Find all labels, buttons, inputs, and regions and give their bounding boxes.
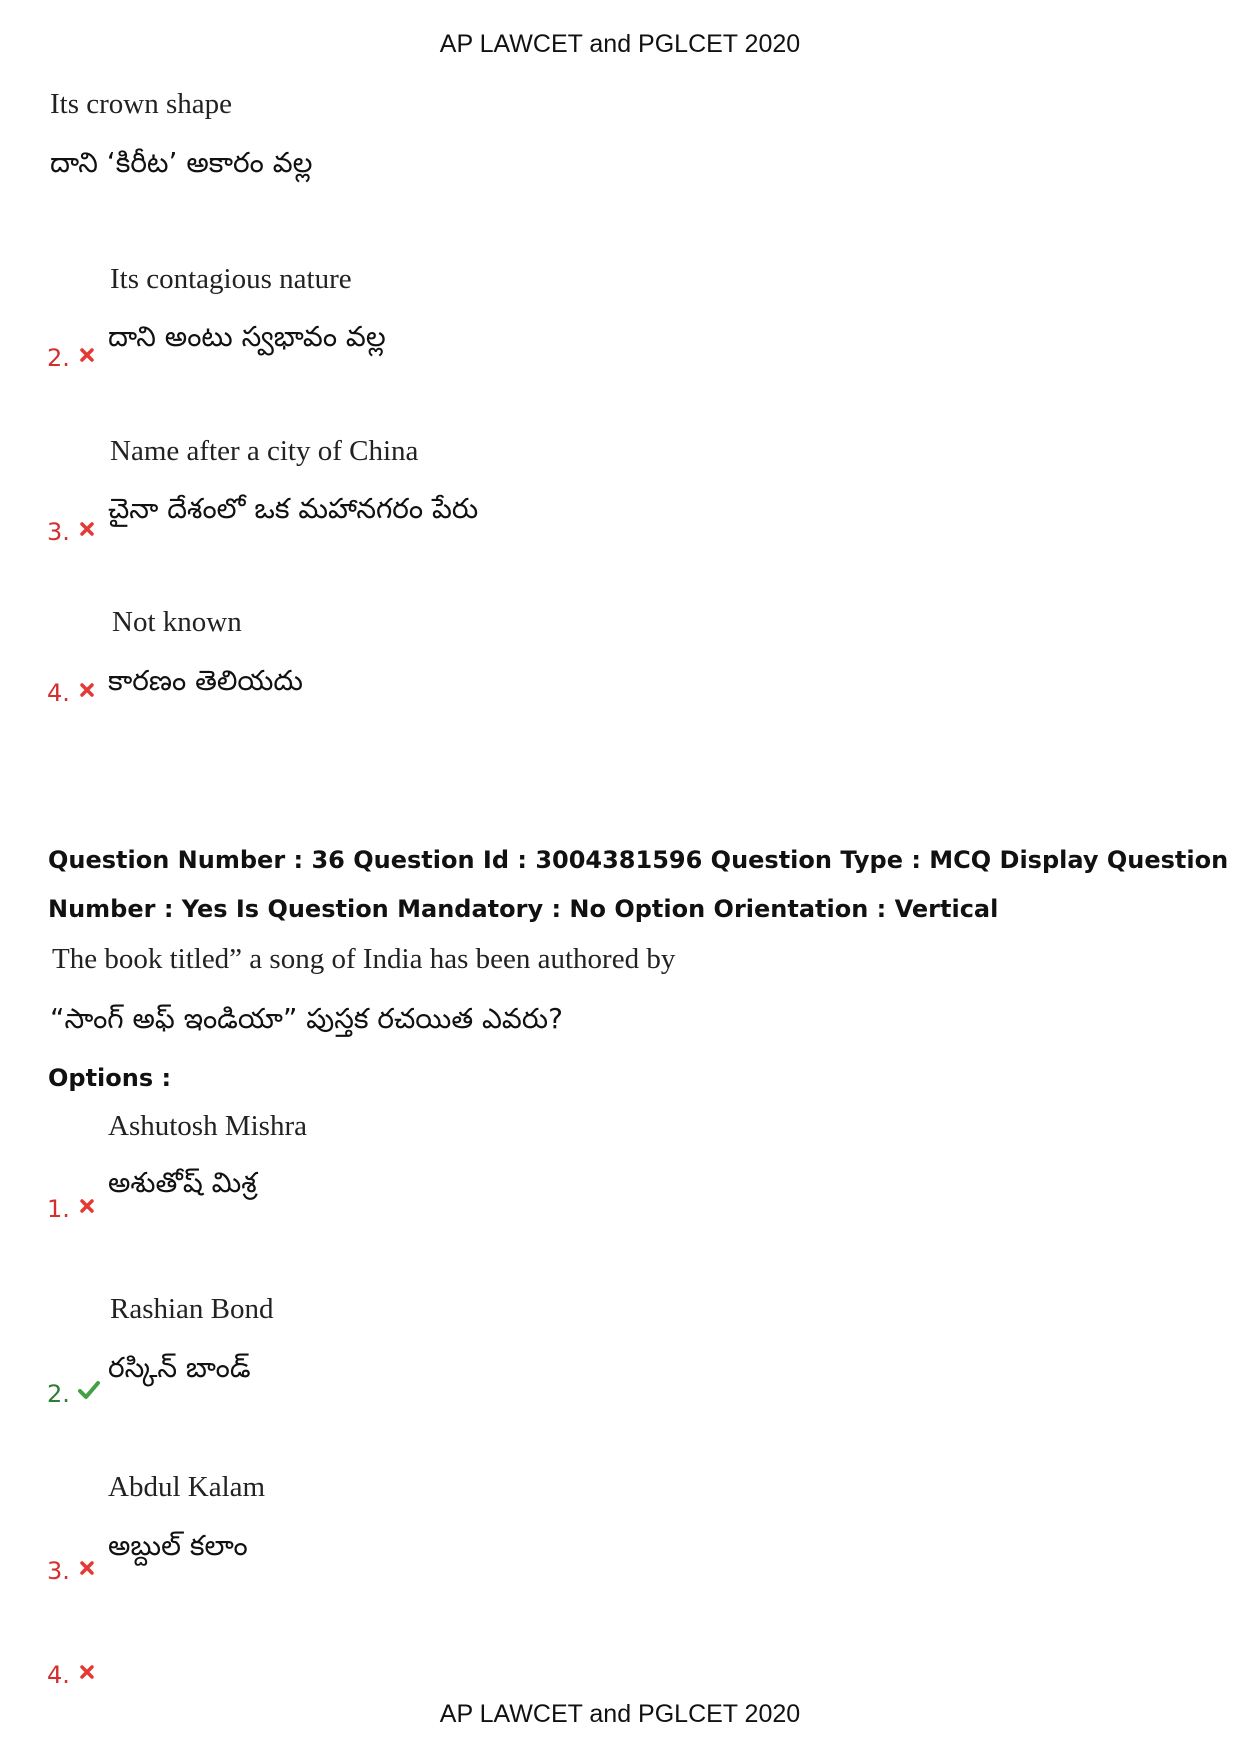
option-3-telugu: అబ్దుల్ కలాం [108,1529,248,1562]
option-1-number: 1. [47,1195,70,1223]
prev-option-2-telugu: దాని అంటు స్వభావం వల్ల [108,320,386,353]
option-2-telugu: రస్కిన్ బాండ్ [108,1351,251,1384]
prev-option-4-telugu: కారణం తెలియదు [108,664,303,697]
option-4-number: 4. [47,1661,70,1689]
question-meta-line-2: Number : Yes Is Question Mandatory : No Option Orientation : Vertical [48,895,999,923]
cross-icon [78,1663,96,1681]
cross-icon [78,1559,96,1577]
prev-option-4-number: 4. [47,679,70,707]
cross-icon [78,520,96,538]
options-label: Options : [48,1064,172,1092]
option-1-english: Ashutosh Mishra [108,1110,307,1142]
prev-option-3-english: Name after a city of China [110,435,419,467]
prev-option-1-english: Its crown shape [50,88,233,120]
option-2-english: Rashian Bond [110,1293,274,1325]
prev-option-1-telugu: దాని ‘కిరీట’ అకారం వల్ల [50,146,313,179]
cross-icon [78,1197,96,1215]
option-1-telugu: అశుతోష్ మిశ్ర [108,1166,257,1199]
prev-option-4-english: Not known [112,606,242,638]
option-2-number: 2. [47,1380,70,1408]
prev-option-2-number: 2. [47,344,70,372]
prev-option-3-number: 3. [47,518,70,546]
question-meta-line-1: Question Number : 36 Question Id : 3004381596 Question Type : MCQ Display Question [48,846,1229,874]
prev-option-2-english: Its contagious nature [110,263,352,295]
option-3-number: 3. [47,1557,70,1585]
prev-option-3-telugu: చైనా దేశంలో ఒక మహానగరం పేరు [108,492,479,525]
cross-icon [78,681,96,699]
question-text-telugu: “సాంగ్ అఫ్ ఇండియా” పుస్తక రచయిత ఎవరు? [50,1002,563,1035]
option-3-english: Abdul Kalam [108,1471,266,1503]
page-header: AP LAWCET and PGLCET 2020 [439,30,801,58]
check-icon [77,1380,101,1400]
question-text-english: The book titled” a song of India has been authored by [52,943,676,975]
cross-icon [78,346,96,364]
page-footer: AP LAWCET and PGLCET 2020 [439,1700,801,1728]
